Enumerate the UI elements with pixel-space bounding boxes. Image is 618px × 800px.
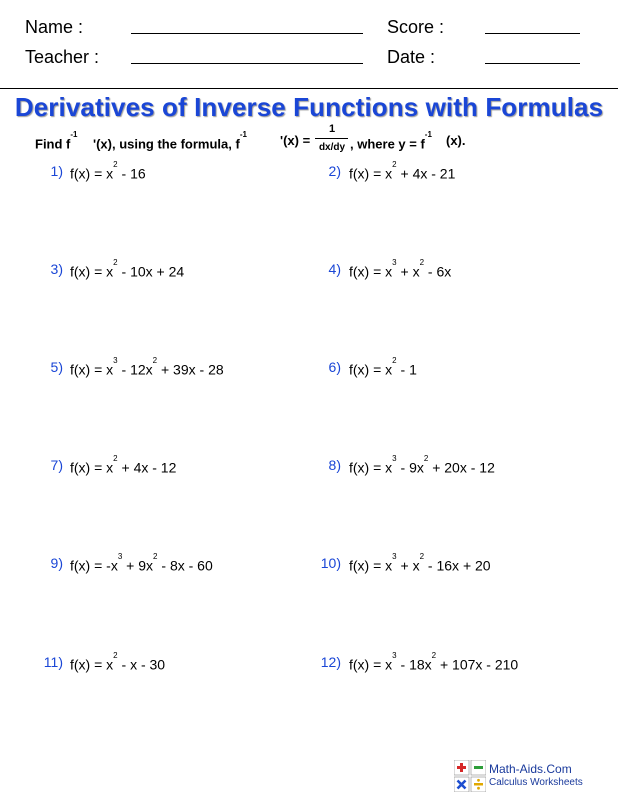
exponent: 2 <box>419 552 425 561</box>
teacher-label: Teacher : <box>25 47 100 67</box>
problem-number: 6) <box>328 359 341 375</box>
problem-equation <box>349 552 491 574</box>
instr-find: Find $f^{-1}$ <box>35 130 78 152</box>
problem-number: 1) <box>50 163 63 179</box>
equation-text: + 39x - 28 <box>157 361 224 378</box>
equation-text: + 9x <box>122 557 154 574</box>
problem-number: 2) <box>328 163 341 179</box>
exponent: 2 <box>392 160 397 169</box>
equation-text: - 12x <box>117 361 153 378</box>
equation-text: - 16x + 20 <box>424 557 491 574</box>
equation-text: + 4x - 21 <box>396 165 456 182</box>
exponent: 3 <box>392 258 397 267</box>
problem-number: 5) <box>50 359 63 375</box>
problem-item <box>0 258 618 281</box>
equation-text: f(x) = x <box>70 361 114 378</box>
problem-number: 3) <box>50 261 63 277</box>
exponent: 2 <box>153 552 158 561</box>
fraction-bar <box>315 138 348 139</box>
instr-formula: '(x), using the formula, $f^{-1}$ <box>93 130 247 152</box>
exponent: 2 <box>431 651 437 660</box>
equation-text: - 6x <box>424 263 452 280</box>
equation-text: f(x) = x <box>349 656 393 673</box>
date-label: Date : <box>387 47 436 67</box>
equation-text: f(x) = x <box>349 459 393 476</box>
name-label: Name : <box>25 17 84 37</box>
equation-text: f(x) = x <box>349 165 393 182</box>
problem-item <box>0 552 618 575</box>
teacher-field[interactable] <box>131 63 363 64</box>
equation-text: f(x) = -x <box>70 557 118 574</box>
problem-number: 7) <box>50 457 63 473</box>
equation-text: + 107x - 210 <box>436 656 519 673</box>
problem-number: 10) <box>320 555 341 571</box>
name-field[interactable] <box>131 33 363 34</box>
math-aids-logo-icon <box>454 760 486 792</box>
equation-text: - 10x + 24 <box>117 263 185 280</box>
fraction-denominator: dx/dy <box>318 142 346 153</box>
equation-text: + 4x - 12 <box>117 459 177 476</box>
exponent: 3 <box>113 356 118 365</box>
fraction-numerator: 1 <box>328 123 336 135</box>
instr-where: , where $y = f^{-1}$ <box>350 130 432 152</box>
exponent: 2 <box>113 651 118 660</box>
exponent: 2 <box>113 160 118 169</box>
problem-number: 8) <box>328 457 341 473</box>
exponent: 2 <box>392 356 397 365</box>
equation-text: - 1 <box>396 361 417 378</box>
problem-number: 4) <box>328 261 341 277</box>
problem-equation <box>349 160 456 182</box>
exponent: 2 <box>113 454 118 463</box>
problem-number: 12) <box>320 654 341 670</box>
exponent: 2 <box>423 454 429 463</box>
problem-equation <box>349 356 417 378</box>
equation-text: + x <box>396 557 420 574</box>
equation-text: f(x) = x <box>70 459 114 476</box>
equation-text: + 20x - 12 <box>428 459 495 476</box>
problem-equation <box>349 258 452 280</box>
equation-text: - 9x <box>396 459 424 476</box>
equation-text: f(x) = x <box>349 263 393 280</box>
problem-number: 11) <box>43 654 63 670</box>
exponent: 3 <box>392 651 397 660</box>
equation-text: - 16 <box>117 165 146 182</box>
exponent: 2 <box>113 258 118 267</box>
equation-text: f(x) = x <box>349 361 393 378</box>
equation-text: f(x) = x <box>70 263 114 280</box>
equation-text: - 8x - 60 <box>157 557 213 574</box>
logo-subtitle: Calculus Worksheets <box>489 777 583 788</box>
exponent: 3 <box>117 552 123 561</box>
exponent: 3 <box>392 454 397 463</box>
problem-item <box>0 651 618 674</box>
score-label: Score : <box>387 17 445 37</box>
problem-item <box>0 160 618 183</box>
instr-tail: (x). <box>446 133 466 148</box>
logo-site-name[interactable]: Math-Aids.Com <box>489 762 572 776</box>
problem-item <box>0 356 618 379</box>
page-title: Derivatives of Inverse Functions with Formulas <box>14 92 604 122</box>
instr-eq: '(x) = <box>280 133 311 148</box>
equation-text: f(x) = x <box>70 656 114 673</box>
exponent: 3 <box>392 552 397 561</box>
problem-equation <box>349 651 519 673</box>
equation-text: f(x) = x <box>349 557 393 574</box>
score-field[interactable] <box>485 33 580 34</box>
problem-number: 9) <box>50 555 63 571</box>
equation-text: - 18x <box>396 656 432 673</box>
equation-text: - x - 30 <box>117 656 166 673</box>
exponent: 2 <box>152 356 158 365</box>
problem-item <box>0 454 618 477</box>
exponent: 2 <box>419 258 425 267</box>
equation-text: + x <box>396 263 420 280</box>
header-divider <box>0 88 618 89</box>
instructions <box>35 121 595 161</box>
equation-text: f(x) = x <box>70 165 114 182</box>
date-field[interactable] <box>485 63 580 64</box>
problem-equation <box>349 454 495 476</box>
